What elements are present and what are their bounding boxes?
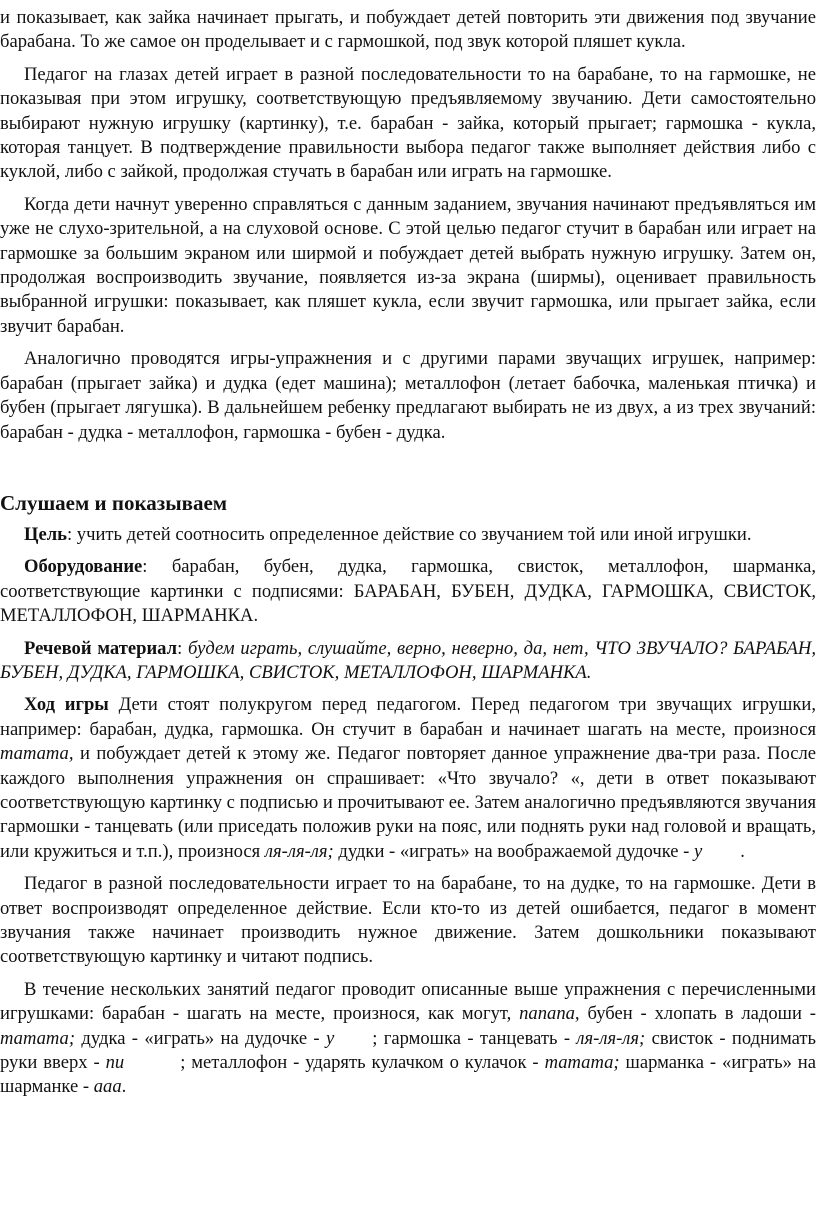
paragraph-intro-2: Педагог на глазах детей играет в разной последовательности то на барабане, то на гармошке, не показывая при этом игрушку, соответствующую предъявляемому звучанию. Дети самостоятельно выбирают нужную игрушку (картинку), т.е. барабан - зайка, который прыгает; гармошка - кукла, которая танцует. В подтверждение правильности выбора педагог также выполняет действия либо с куклой, либо с зайкой, продолжая стучать в барабан или играть на гармошке.	[0, 63, 816, 183]
final-tatata: татата;	[0, 1027, 76, 1049]
final-text-f: ; металлофон - ударять кулачком о кулачок -	[180, 1052, 545, 1074]
final-lyalyalya: ля-ля-ля;	[576, 1027, 646, 1049]
course-label: Ход игры	[24, 694, 109, 716]
final-text-c: дудка - «играть» на дудочке -	[75, 1027, 326, 1049]
goal-text: : учить детей соотносить определенное действие со звучанием той или иной игрушки.	[66, 523, 752, 545]
final-text-a: В течение нескольких занятий педагог проводит описанные выше упражнения с перечисленными игрушками: барабан - шагать на месте, произнося, как могут,	[0, 978, 816, 1025]
paragraph-speech-material	[0, 637, 816, 686]
final-text-d: ; гармошка - танцевать -	[372, 1027, 577, 1049]
final-text-b: бубен - хлопать в ладоши -	[579, 1003, 816, 1025]
course-text-b: и побуждает детей к этому же. Педагог повторяет данное упражнение два-три раза. После каждого выполнения упражнения он спрашивает: «Что звучало? «, дети в ответ показывают соответствующую картинку с подписью и прочитывают ее. Затем аналогично предъявляются звучания гармошки - танцевать (или приседать положив руки на пояс, или поднять руки над головой и вращать, или кружиться и т.п.), произнося	[0, 743, 816, 862]
course-tatata: татата,	[0, 743, 74, 765]
paragraph-course	[0, 693, 816, 864]
paragraph-intro-1: и показывает, как зайка начинает прыгать, и побуждает детей повторить эти движения под звучание барабана. То же самое он проделывает и с гармошкой, под звук которой пляшет кукла.	[0, 7, 816, 53]
final-u: у	[325, 1027, 335, 1049]
final-pi: пи	[105, 1052, 125, 1074]
final-text-e: свисток - поднимать руки вверх -	[0, 1027, 816, 1074]
final-aaa: ааа	[93, 1076, 122, 1098]
speech-text: будем играть, слушайте, верно, неверно, да, нет, ЧТО ЗВУЧАЛО? БАРАБАН, БУБЕН, ДУДКА, ГАРМОШКА, СВИСТОК, МЕТАЛЛОФОН, ШАРМАНКА.	[0, 637, 816, 683]
paragraph-order: Педагог в разной последовательности играет то на барабане, то на дудке, то на гармошке. Дети в ответ воспроизводят определенное действие. Если кто-то из детей ошибается, педагог в момент звучания также начинает производить нужное движение. Затем дошкольники показывают соответствующую картинку и читают подпись.	[0, 873, 816, 968]
final-end: .	[121, 1076, 127, 1098]
goal-label: Цель	[24, 523, 67, 545]
paragraph-equipment	[0, 555, 816, 628]
course-u: у	[694, 840, 703, 862]
speech-colon: :	[177, 637, 189, 659]
course-end: .	[740, 840, 745, 862]
paragraph-intro-4: Аналогично проводятся игры-упражнения и с другими парами звучащих игрушек, например: барабан (прыгает зайка) и дудка (едет машина); металлофон (летает бабочка, маленькая птичка) и бубен (прыгает лягушка). В дальнейшем ребенку предлагают выбирать не из двух, а из трех звучаний: барабан - дудка - металлофон, гармошка - бубен - дудка.	[0, 348, 816, 443]
course-text-a: Дети стоят полукругом перед педагогом. Перед педагогом три звучащих игрушки, например: барабан, дудка, гармошка. Он стучит в барабан и начинает шагать на месте, произнося	[0, 694, 816, 740]
equipment-text: : барабан, бубен, дудка, гармошка, свисток, металлофон, шарманка, соответствующие картинки с подписями: БАРАБАН, БУБЕН, ДУДКА, ГАРМОШКА, СВИСТОК, МЕТАЛЛОФОН, ШАРМАНКА.	[0, 556, 816, 627]
course-lyalyalya: ля-ля-ля;	[264, 840, 334, 862]
speech-label: Речевой материал	[24, 637, 178, 659]
paragraph-final	[0, 978, 816, 1100]
final-text-g: шарманка - «играть» на шарманке -	[0, 1052, 816, 1098]
equipment-label: Оборудование	[24, 556, 143, 578]
course-text-c: дудки - «играть» на воображаемой дудочке -	[333, 840, 695, 862]
paragraph-goal	[0, 523, 816, 547]
final-tatata-2: татата;	[544, 1052, 620, 1074]
paragraph-intro-3: Когда дети начнут уверенно справляться с данным заданием, звучания начинают предъявляться им уже не слухо-зрительной, а на слуховой основе. С этой целью педагог стучит в барабан или играет на гармошке за большим экраном или ширмой и побуждает детей выбрать нужную игрушку. Затем он, продолжая воспроизводить звучание, появляется из-за экрана (ширмы), оценивает правильность выбранной игрушки: показывает, как пляшет кукла, если звучит гармошка, или прыгает зайка, если звучит барабан.	[0, 193, 816, 337]
section-title: Слушаем и показываем	[0, 490, 228, 515]
final-papapa: папапа,	[519, 1003, 580, 1025]
